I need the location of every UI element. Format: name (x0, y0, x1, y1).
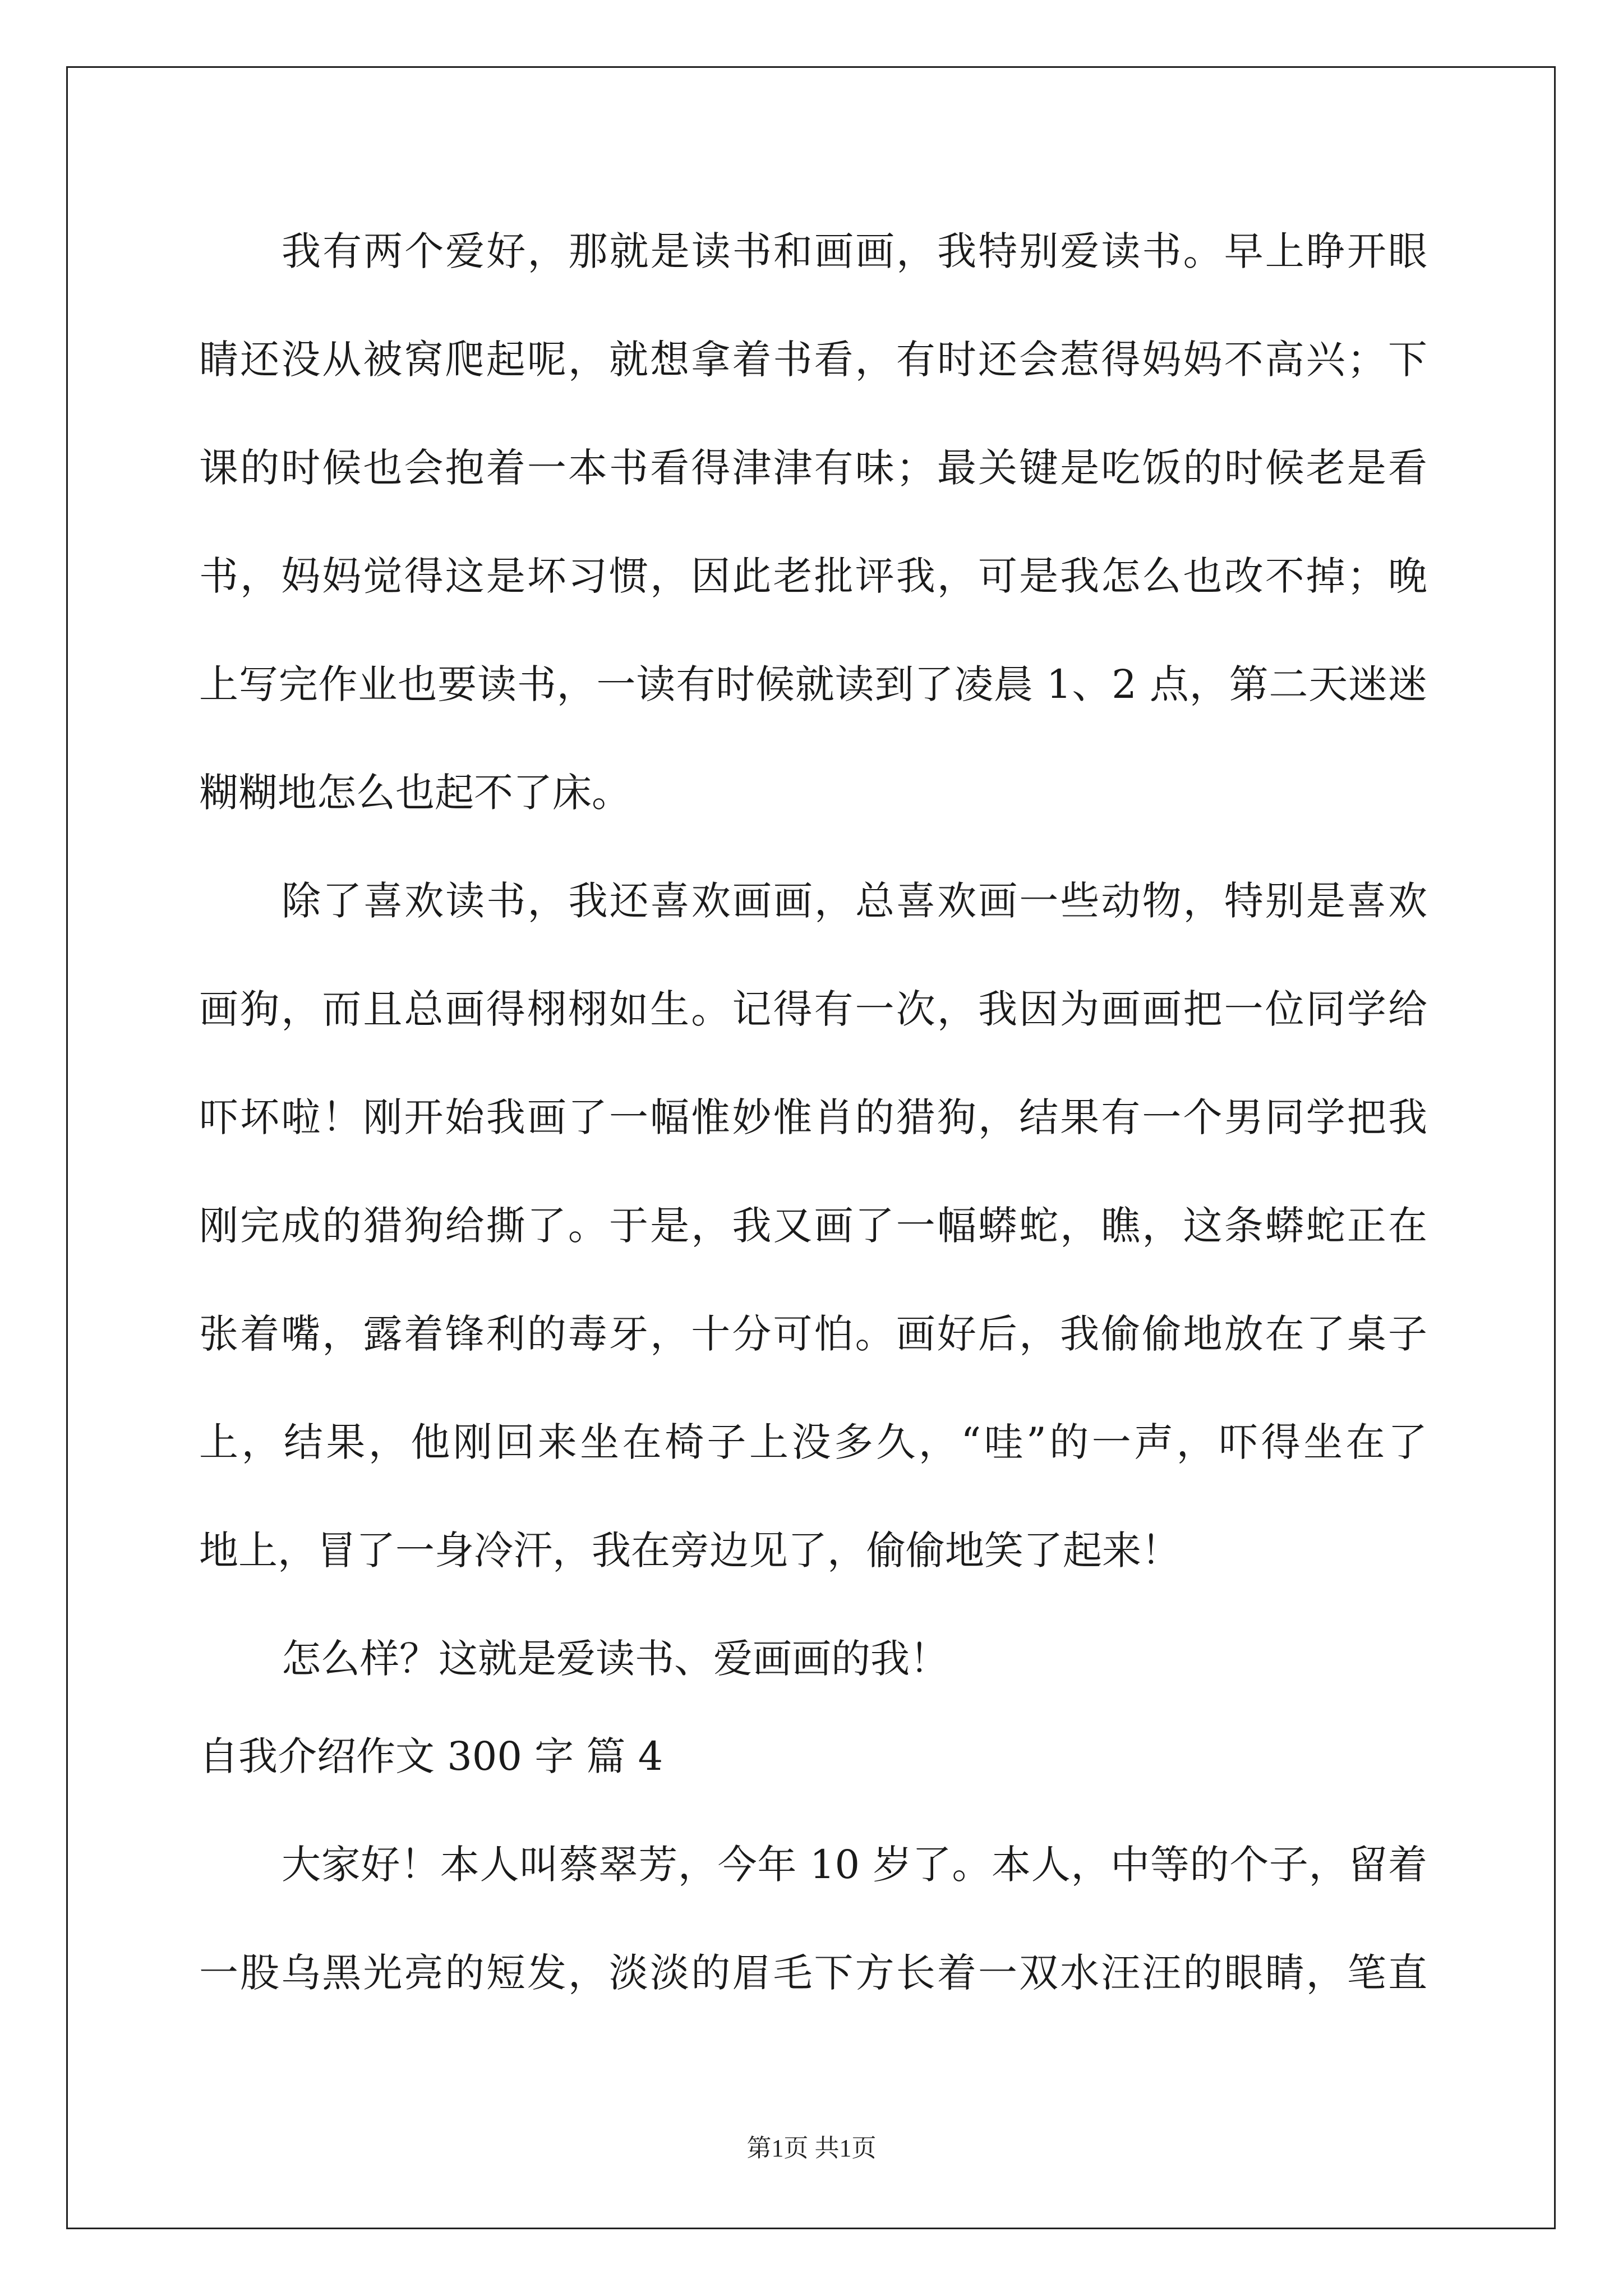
paragraph-1-line-1: 我有两个爱好，那就是读书和画画，我特别爱读书。早上睁开眼 (282, 228, 1427, 274)
paragraph-4-line-2: 一股乌黑光亮的短发，淡淡的眉毛下方长着一双水汪汪的眼睛，笔直 (199, 1950, 1427, 1996)
paragraph-2-line-5: 张着嘴，露着锋利的毒牙，十分可怕。画好后，我偷偷地放在了桌子 (199, 1311, 1427, 1357)
page-footer: 第1页 共1页 (746, 2134, 877, 2162)
paragraph-2-line-2: 画狗，而且总画得栩栩如生。记得有一次，我因为画画把一位同学给 (199, 986, 1427, 1032)
paragraph-2-line-1: 除了喜欢读书，我还喜欢画画，总喜欢画一些动物，特别是喜欢 (282, 878, 1427, 924)
paragraph-1-line-3: 课的时候也会抱着一本书看得津津有味；最关键是吃饭的时候老是看 (199, 445, 1427, 491)
paragraph-2-line-6: 上，结果，他刚回来坐在椅子上没多久，“哇”的一声，吓得坐在了 (199, 1419, 1427, 1465)
paragraph-1-line-6: 糊糊地怎么也起不了床。 (199, 770, 631, 816)
paragraph-1-line-4: 书，妈妈觉得这是坏习惯，因此老批评我，可是我怎么也改不掉；晚 (199, 553, 1427, 599)
paragraph-1-line-2: 睛还没从被窝爬起呢，就想拿着书看，有时还会惹得妈妈不高兴；下 (199, 337, 1427, 383)
paragraph-1-line-5: 上写完作业也要读书，一读有时候就读到了凌晨 1、2 点，第二天迷迷 (199, 661, 1427, 707)
paragraph-2-line-4: 刚完成的猎狗给撕了。于是，我又画了一幅蟒蛇，瞧，这条蟒蛇正在 (199, 1203, 1427, 1249)
paragraph-2-line-3: 吓坏啦！刚开始我画了一幅惟妙惟肖的猎狗，结果有一个男同学把我 (199, 1094, 1427, 1140)
paragraph-4-line-1: 大家好！本人叫蔡翠芳，今年 10 岁了。本人，中等的个子，留着 (282, 1842, 1427, 1888)
section-heading: 自我介绍作文 300 字 篇 4 (199, 1733, 663, 1779)
paragraph-3-line-1: 怎么样？这就是爱读书、爱画画的我！ (282, 1636, 949, 1682)
paragraph-2-line-7: 地上，冒了一身冷汗，我在旁边见了，偷偷地笑了起来！ (199, 1527, 1181, 1573)
